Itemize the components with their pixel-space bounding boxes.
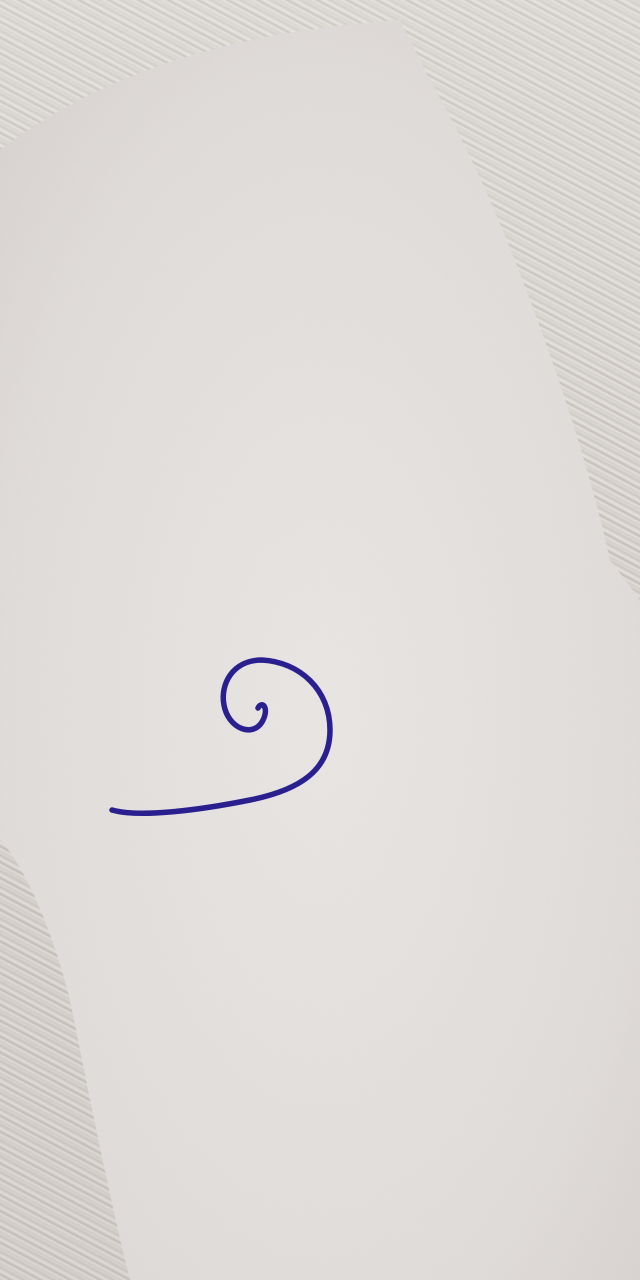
- spiral-stroke: [112, 660, 330, 813]
